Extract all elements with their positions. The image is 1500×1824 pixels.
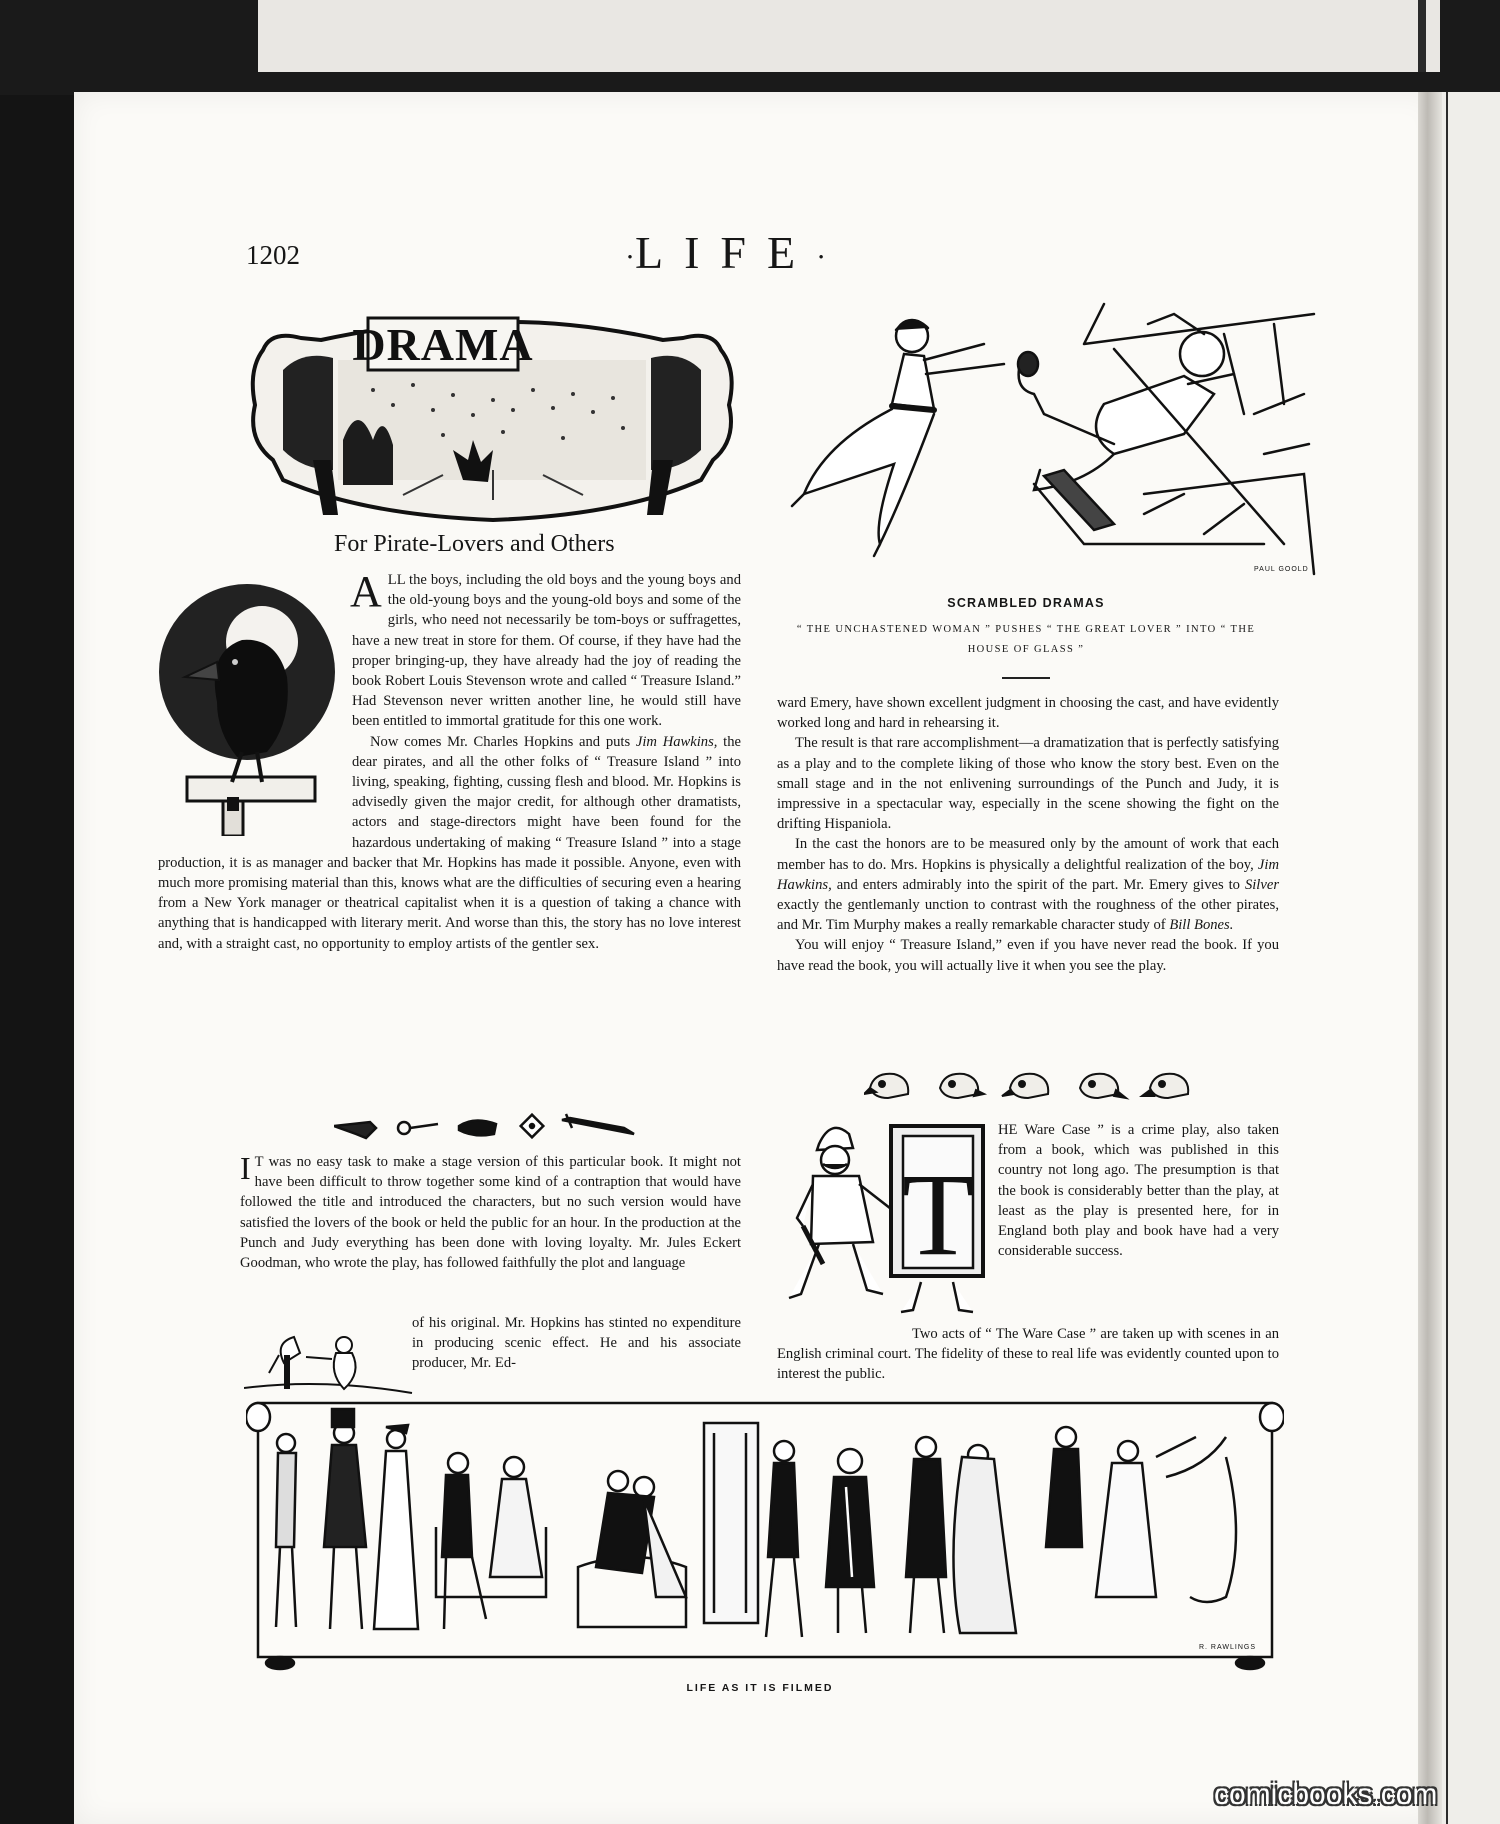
article-paragraph-2-text-b: the dear pirates, and all the other folks of “ Treasure Island ” into living, speaking, fighting, cussing flesh and blood. Mr. Hopkins is advisedly given the major credit, for although other dramatists, actors and stage-directors might have been found for the hazardous undertaking of making “ Treasure Island ” into a stage production, it is as manager and backer that Mr. Hopkins has made it possible. Anyone, even with much more promising material than this, knows what are the difficulties of securing even a hearing from a New York manager or theatrical capitalist when it is a question of taking a chance with anything that is handicapped with literary merit. And worse than this, the story has no love interest and, with a straight cast, no opportunity to employ artists of the gentler sex.	[158, 733, 741, 952]
ware-case-paragraph-lower	[777, 1324, 1279, 1385]
italic-bill-bones: Bill Bones.	[1169, 917, 1234, 934]
italic-jim-hawkins-2: Jim Hawkins,	[777, 856, 1279, 893]
article-column-left-lower	[240, 1152, 741, 1273]
section-rule	[1002, 677, 1050, 679]
bottom-caption: LIFE AS IT IS FILMED	[686, 1682, 834, 1694]
article-right-paragraph-2: The result is that rare accomplishment—a dramatization that is perfectly satisfying as a play and to the complete liking of those who know the story best. Even on the small stage and in the not enlivening surroundings of the Punch and Judy, it is impressive in a spectacular way, especially in the scene showing the fight on the drifting Hispaniola.	[777, 735, 1279, 833]
ware-case-paragraph-1: HE Ware Case ” is a crime play, also taken from a book, which was published in this country not long ago. The presumption is that the book is considerably better than the play, at least as the play is presented here, for in England both play and book have had a very considerable success.	[998, 1122, 1279, 1260]
article-paragraph-2-text-a: Now comes Mr. Charles Hopkins and puts	[370, 733, 636, 750]
article-paragraph-3-text: T was no easy task to make a stage version of this particular book. It might not have been difficult to throw together some kind of a contraption that would have followed the title and introduced the characters, but no such version would have satisfied the lovers of the book or held the public for an hour. In the production at the Punch and Judy everything has been done with loving loyalty. Mr. Jules Eckert Goodman, who wrote the play, has followed faithfully the plot and language	[240, 1154, 741, 1272]
next-page-edge	[1442, 92, 1500, 1824]
float-spacer-raven	[158, 570, 352, 840]
article-right-paragraph-4: You will enjoy “ Treasure Island,” even if you have never read the book. If you have read the book, you will actually live it when you see the play.	[777, 937, 1279, 974]
article-paragraph-3	[240, 1152, 741, 1273]
masthead	[625, 226, 826, 279]
article-right-paragraph-3	[777, 834, 1279, 935]
big-letter-t: T	[901, 1149, 975, 1280]
parrot-heads-ornament	[864, 1068, 1194, 1104]
policeman-carrying-letter-t	[783, 1114, 1003, 1324]
page-edge-line	[1446, 92, 1448, 1824]
dropcap-i: I	[240, 1150, 251, 1186]
article-right-paragraph-3-b: and enters admirably into the spirit of the part. Mr. Emery gives to	[831, 876, 1245, 893]
drama-banner-illustration	[243, 310, 741, 532]
article-paragraph-1-text: LL the boys, including the old boys and the young boys and the old-young boys and the young-old boys and some of the girls, who need not necessarily be tom-boys or suffragettes, have a new treat in store for them. Of course, if they have had the proper bringing-up, they have already had the joy of reading the book Robert Louis Stevenson wrote and called “ Treasure Island.” Had Stevenson never written another line, he would still have been entitled to immortal gratitude for this one work.	[352, 572, 741, 730]
masthead-dot-right: ·	[816, 240, 827, 274]
article-paragraph-3-end: of his original. Mr. Hopkins has stinted no expenditure in producing scenic effect. He and his associate producer, Mr. Ed-	[412, 1315, 741, 1372]
cartoon-subtitle: “ THE UNCHASTENED WOMAN ” PUSHES “ THE GREAT LOVER ” INTO “ THE HOUSE OF GLASS ”	[796, 624, 1256, 655]
article-right-paragraph-3-a: In the cast the honors are to be measured only by the amount of work that each member has to do. Mrs. Hopkins is physically a delightful realization of the boy,	[777, 836, 1279, 873]
watermark: comicbooks.com	[1214, 1778, 1438, 1811]
scrambled-dramas-cartoon	[784, 294, 1324, 586]
ware-case-paragraph-2: Two acts of “ The Ware Case ” are taken up with scenes in an English criminal court. The fidelity of these to real life was evidently counted upon to interest the public.	[777, 1326, 1279, 1383]
masthead-title: LIFE	[635, 227, 817, 278]
italic-jim-hawkins: Jim Hawkins,	[635, 733, 718, 750]
cartoon-signature: PAUL GOOLD	[1254, 566, 1309, 573]
film-strip-cartoon	[246, 1397, 1284, 1671]
article-right-paragraph-3-c: exactly the gentlemanly unction to contrast with the roughness of the other pirates, and Mr. Tim Murphy makes a really remarkable character study of	[777, 897, 1279, 934]
previous-page-edge	[258, 0, 1440, 72]
cartoon-title: SCRAMBLED DRAMAS	[947, 596, 1105, 610]
drama-banner-title: DRAMA	[352, 319, 534, 370]
dropcap-a: A	[350, 567, 382, 616]
page-number: 1202	[246, 240, 300, 270]
article-heading: For Pirate-Lovers and Others	[334, 531, 615, 557]
article-column-left	[158, 567, 741, 954]
pirate-props-ornament	[334, 1112, 654, 1142]
punch-judy-vignette	[244, 1333, 414, 1401]
ware-case-paragraph-upper	[998, 1120, 1279, 1261]
article-column-left-end	[412, 1313, 741, 1374]
book-gutter	[1418, 92, 1442, 1824]
article-right-paragraph-1: ward Emery, have shown excellent judgment in choosing the cast, and have evidently worked long and hard in rehearsing it.	[777, 695, 1279, 732]
film-strip-signature: R. RAWLINGS	[1198, 1644, 1256, 1651]
masthead-dot-left: ·	[625, 240, 635, 274]
italic-silver: Silver	[1244, 876, 1279, 893]
article-column-right	[777, 693, 1279, 976]
page-shadow	[1418, 0, 1426, 72]
